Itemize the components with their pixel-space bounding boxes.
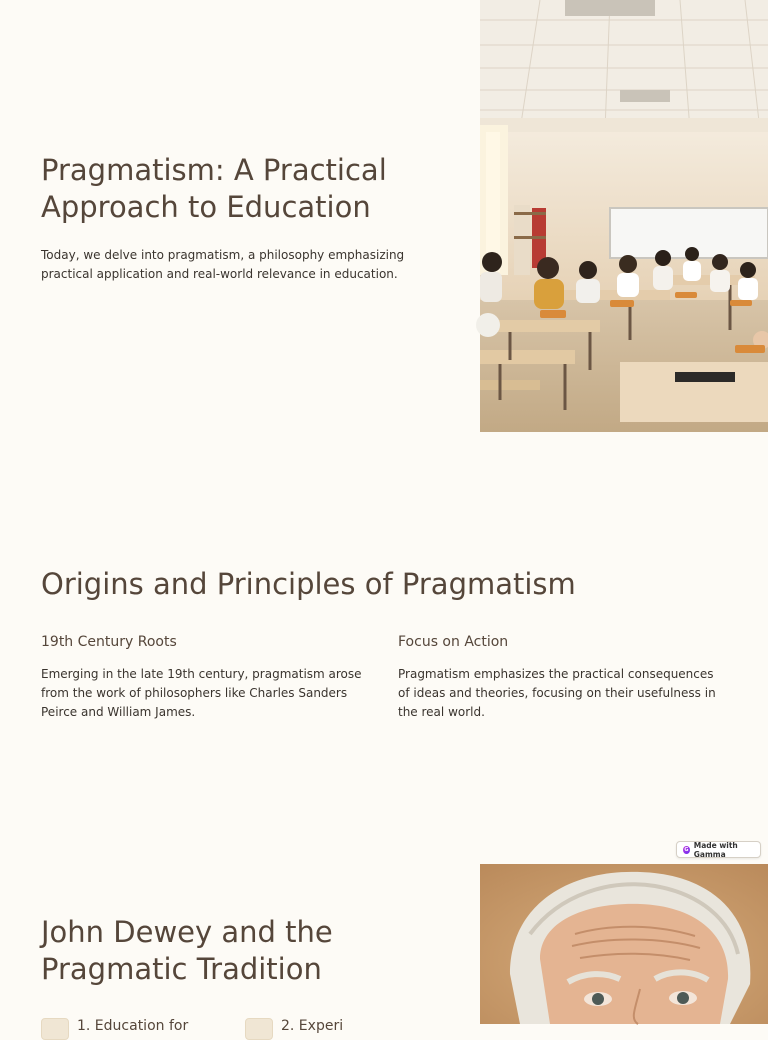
dewey-list-item xyxy=(245,1018,343,1038)
portrait-illustration xyxy=(480,864,768,1024)
principle-heading: Focus on Action xyxy=(398,634,509,650)
classroom-illustration xyxy=(480,0,768,432)
number-box xyxy=(245,1018,273,1040)
principle-text: Pragmatism emphasizes the practical consequences of ideas and theories, focusing on their usefulness in the real world. xyxy=(398,667,716,719)
principle-text: Emerging in the late 19th century, pragmatism arose from the work of philosophers like Charles Sanders Peirce and William James. xyxy=(41,667,362,719)
slide-title: Pragmatism: A Practical Approach to Education xyxy=(41,153,387,224)
number-box xyxy=(41,1018,69,1040)
badge-label: Made with Gamma xyxy=(693,840,738,859)
gamma-logo-icon: G xyxy=(684,846,689,853)
list-item-label: 2. Experi xyxy=(281,1018,344,1034)
list-item-label: 1. Education for xyxy=(77,1018,189,1034)
principle-column xyxy=(41,632,371,722)
made-with-gamma-badge[interactable] xyxy=(676,841,761,858)
slide-title: John Dewey and the Pragmatic Tradition xyxy=(41,915,333,986)
classroom-photo xyxy=(480,0,768,432)
dewey-portrait-image xyxy=(480,864,768,1024)
principle-column xyxy=(398,632,728,722)
slide-intro-text: Today, we delve into pragmatism, a philosophy emphasizing practical application and real-world relevance in education. xyxy=(41,248,405,281)
principle-heading: 19th Century Roots xyxy=(41,634,177,650)
dewey-list-item xyxy=(41,1018,188,1038)
slide-title: Origins and Principles of Pragmatism xyxy=(41,567,576,601)
